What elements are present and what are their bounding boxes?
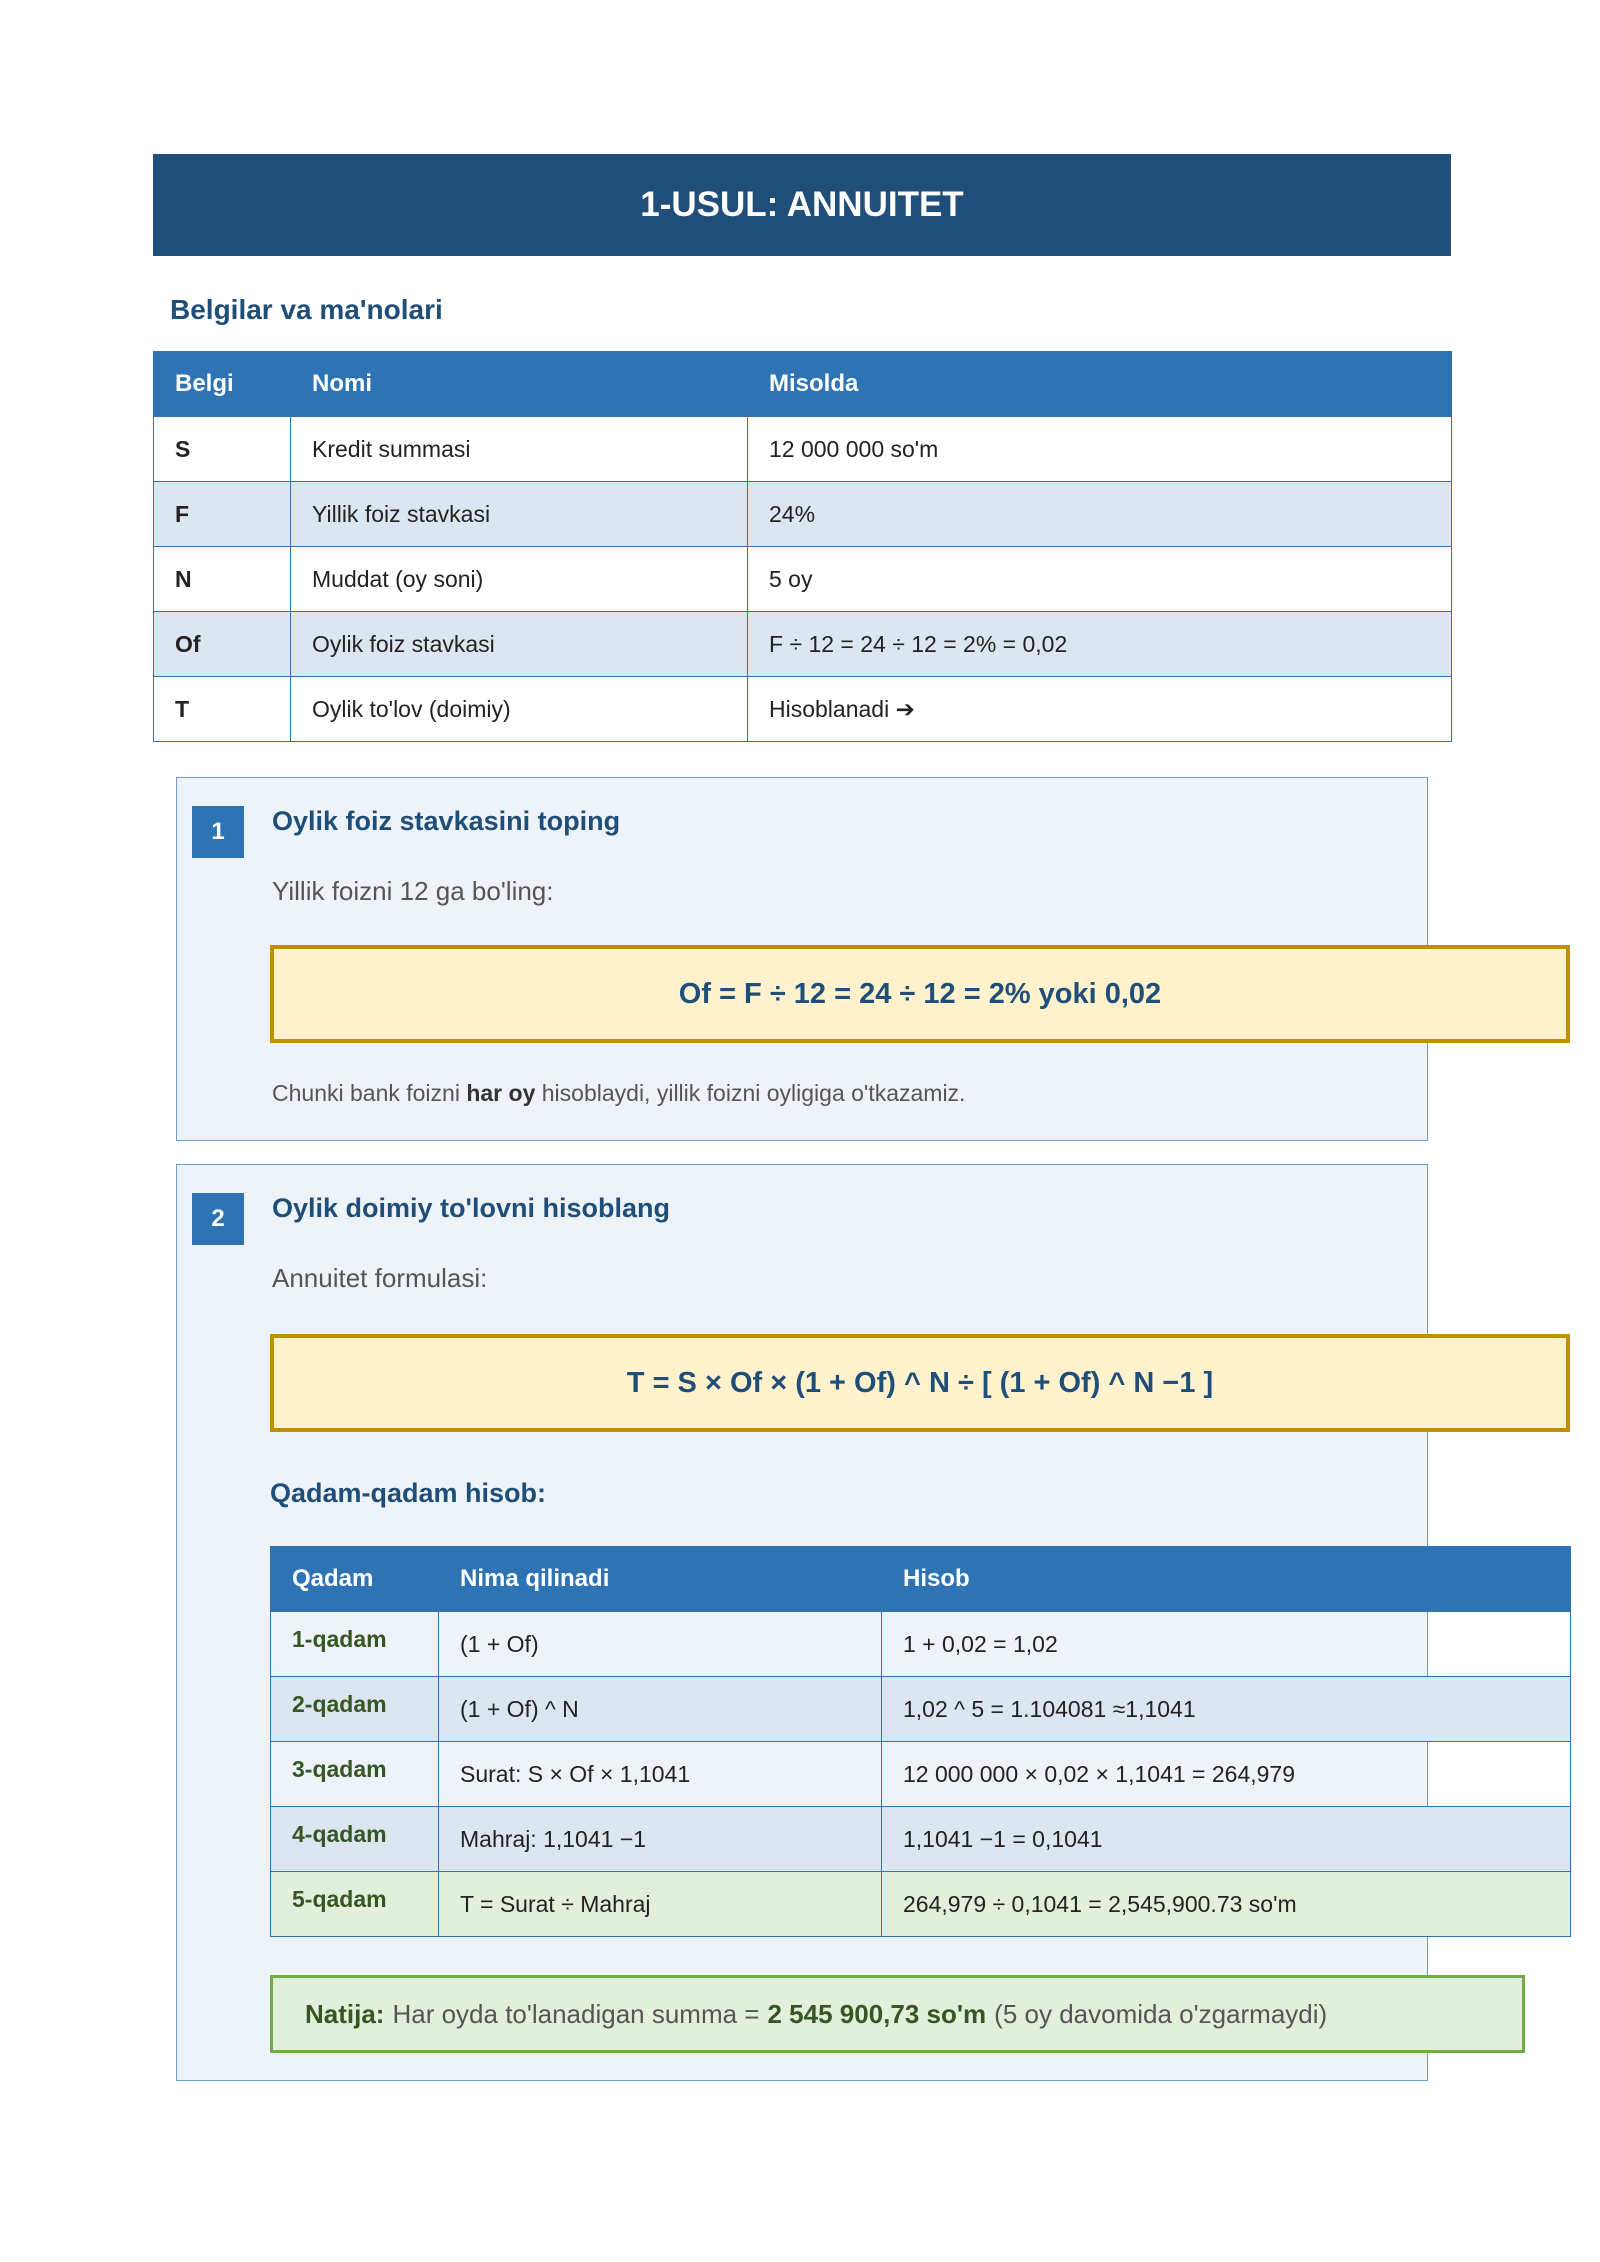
name-cell: Oylik foiz stavkasi [291, 612, 748, 677]
steps-table [270, 1546, 1571, 1937]
column-header: Hisob [882, 1547, 1571, 1612]
symbol-cell: T [154, 677, 291, 742]
calculation-cell: 12 000 000 × 0,02 × 1,1041 = 264,979 [882, 1742, 1571, 1807]
name-cell: Kredit summasi [291, 417, 748, 482]
result-amount: 2 545 900,73 so'm [767, 1998, 987, 2029]
table-row [271, 1742, 1571, 1807]
monthly-rate-formula: Of = F ÷ 12 = 24 ÷ 12 = 2% yoki 0,02 [270, 945, 1570, 1043]
result-note: (5 oy davomida o'zgarmaydi) [994, 1998, 1328, 2029]
result-box [270, 1975, 1525, 2053]
example-cell: F ÷ 12 = 24 ÷ 12 = 2% = 0,02 [748, 612, 1452, 677]
table-header-row [271, 1547, 1571, 1612]
name-cell: Muddat (oy soni) [291, 547, 748, 612]
symbol-cell: Of [154, 612, 291, 677]
action-cell: Surat: S × Of × 1,1041 [439, 1742, 882, 1807]
step-subtitle: Annuitet formulasi: [272, 1263, 488, 1293]
table-row [271, 1612, 1571, 1677]
column-header: Misolda [748, 352, 1452, 417]
calculation-cell: 1,1041 −1 = 0,1041 [882, 1807, 1571, 1872]
example-cell: 5 oy [748, 547, 1452, 612]
example-cell: Hisoblanadi ➔ [748, 677, 1452, 742]
table-row [271, 1807, 1571, 1872]
step-title: Oylik doimiy to'lovni hisoblang [272, 1193, 670, 1223]
symbol-cell: F [154, 482, 291, 547]
example-cell: 24% [748, 482, 1452, 547]
result-text: Har oyda to'lanadigan summa = [392, 1998, 760, 2029]
action-cell: Mahraj: 1,1041 −1 [439, 1807, 882, 1872]
calculation-cell: 264,979 ÷ 0,1041 = 2,545,900.73 so'm [882, 1872, 1571, 1937]
name-cell: Oylik to'lov (doimiy) [291, 677, 748, 742]
table-row [154, 612, 1452, 677]
page-title: 1-USUL: ANNUITET [640, 185, 964, 224]
step-label-cell: 5-qadam [271, 1872, 439, 1937]
step-label-cell: 1-qadam [271, 1612, 439, 1677]
table-header-row [154, 352, 1452, 417]
table-row [154, 482, 1452, 547]
symbol-cell: N [154, 547, 291, 612]
section-title: Belgilar va ma'nolari [170, 294, 443, 325]
page-header [153, 154, 1451, 256]
table-row [154, 547, 1452, 612]
action-cell: (1 + Of) [439, 1612, 882, 1677]
calculation-cell: 1 + 0,02 = 1,02 [882, 1612, 1571, 1677]
steps-heading: Qadam-qadam hisob: [270, 1478, 547, 1508]
example-cell: 12 000 000 so'm [748, 417, 1452, 482]
step-label-cell: 4-qadam [271, 1807, 439, 1872]
table-row [154, 417, 1452, 482]
step-number-badge: 1 [192, 806, 244, 858]
symbol-cell: S [154, 417, 291, 482]
calculation-cell: 1,02 ^ 5 = 1.104081 ≈1,1041 [882, 1677, 1571, 1742]
step-label-cell: 2-qadam [271, 1677, 439, 1742]
table-row [271, 1872, 1571, 1937]
action-cell: (1 + Of) ^ N [439, 1677, 882, 1742]
step-number-badge: 2 [192, 1193, 244, 1245]
table-row [154, 677, 1452, 742]
column-header: Qadam [271, 1547, 439, 1612]
column-header: Nomi [291, 352, 748, 417]
action-cell: T = Surat ÷ Mahraj [439, 1872, 882, 1937]
column-header: Nima qilinadi [439, 1547, 882, 1612]
column-header: Belgi [154, 352, 291, 417]
result-label: Natija: [305, 1998, 385, 2029]
step-subtitle: Yillik foizni 12 ga bo'ling: [272, 876, 554, 906]
step-title: Oylik foiz stavkasini toping [272, 806, 621, 836]
table-row [271, 1677, 1571, 1742]
step-note: Chunki bank foizni har oy hisoblaydi, yillik foizni oyligiga o'tkazamiz. [272, 1080, 966, 1106]
name-cell: Yillik foiz stavkasi [291, 482, 748, 547]
annuity-formula: T = S × Of × (1 + Of) ^ N ÷ [ (1 + Of) ^ N −1 ] [270, 1334, 1570, 1432]
step-label-cell: 3-qadam [271, 1742, 439, 1807]
symbols-table [153, 351, 1452, 742]
